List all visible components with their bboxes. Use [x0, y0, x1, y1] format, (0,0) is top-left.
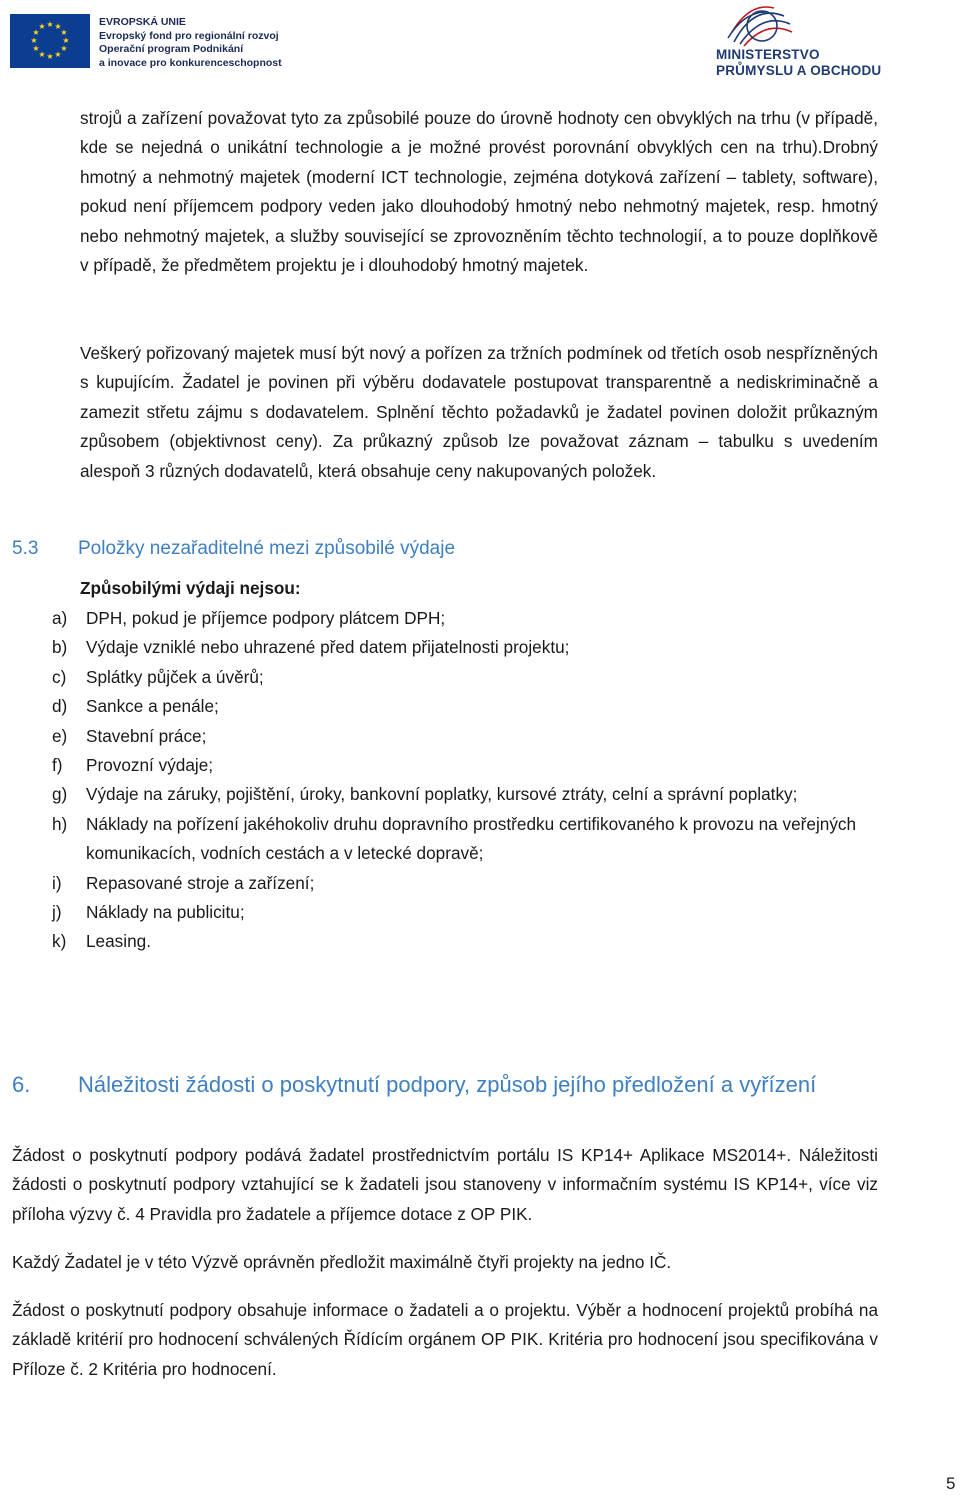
list-item-text: Sankce a penále;: [86, 696, 219, 717]
paragraph-application-submission: Žádost o poskytnutí podpory podává žadatel prostřednictvím portálu IS KP14+ Aplikace MS2014+. Náležitosti žádosti o poskytnutí podpory vztahující se k žadateli jsou stanoveny v informačním systému IS KP14+, více viz příloha výzvy č. 4 Pravidla pro žadatele a příjemce dotace z OP PIK.: [12, 1145, 878, 1224]
ineligible-subheading: Způsobilými výdaji nejsou:: [80, 578, 301, 598]
list-marker: a): [52, 608, 68, 628]
section-5-3-title: Položky nezařaditelné mezi způsobilé výdaje: [78, 538, 456, 559]
list-item: [52, 604, 882, 633]
eu-line-2: Evropský fond pro regionální rozvoj: [99, 29, 279, 42]
list-marker: f): [52, 755, 63, 776]
section-6-title: Náležitosti žádosti o poskytnutí podpory, způsob jejího předložení a vyřízení: [78, 1072, 817, 1097]
list-marker: k): [52, 931, 67, 952]
list-marker: h): [52, 813, 68, 834]
list-item: [52, 692, 882, 721]
paragraph-evaluation: Žádost o poskytnutí podpory obsahuje informace o žadateli a o projektu. Výběr a hodnocení projektů probíhá na základě kritérií pro hodnocení schválených Řídícím orgánem OP PIK. Kritéria pro hodnocení jsou specifikována v Příloze č. 2 Kritéria pro hodnocení.: [12, 1300, 878, 1379]
list-item: [52, 898, 882, 927]
list-item: [52, 663, 882, 692]
section-5-3-number: 5.3: [12, 538, 39, 559]
svg-text:★: ★: [54, 22, 62, 31]
eu-line-3: Operační program Podnikání: [99, 43, 244, 55]
list-item-text: Repasované stroje a zařízení;: [86, 872, 315, 893]
svg-text:★: ★: [46, 20, 54, 29]
eu-line-4: a inovace pro konkurenceschopnost: [99, 56, 282, 69]
section-6-heading: [12, 1068, 872, 1101]
list-marker: i): [52, 872, 62, 893]
svg-text:★: ★: [30, 36, 38, 45]
list-item-text: Provozní výdaje;: [86, 755, 214, 776]
list-item: [52, 633, 882, 662]
list-item-text: Náklady na pořízení jakéhokoliv druhu dopravního prostředku certifikovaného k provozu na veřejných komunikacích, vodních cestách a v letecké dopravě;: [86, 813, 857, 864]
svg-text:★: ★: [46, 52, 54, 61]
svg-text:★: ★: [60, 28, 68, 37]
list-item-text: Stavební práce;: [86, 725, 207, 746]
page-number: 5: [946, 1474, 956, 1493]
list-item: [52, 869, 882, 898]
list-marker: j): [52, 902, 62, 923]
list-item: [52, 780, 882, 809]
list-marker: e): [52, 725, 68, 746]
svg-text:★: ★: [38, 50, 46, 59]
section-5-3-heading: [12, 538, 455, 560]
paragraph-eligible-assets: strojů a zařízení považovat tyto za způsobilé pouze do úrovně hodnoty cen obvyklých na trhu (v případě, kde se nejedná o unikátní technologie a je možné provést porovnání obvyklých cen na trhu).Drobný hmotný a nehmotný majetek (moderní ICT technologie, zejména dotyková zařízení – tablety, software), pokud není příjemcem podpory veden jako dlouhodobý hmotný nebo nehmotný majetek, resp. hmotný nebo nehmotný majetek, a služby související se zprovozněním těchto technologií, a to pouze doplňkově v případě, že předmětem projektu je i dlouhodobý hmotný majetek.: [80, 108, 878, 276]
svg-text:★: ★: [62, 36, 70, 45]
list-item-text: Splátky půjček a úvěrů;: [86, 666, 264, 687]
svg-text:★: ★: [60, 44, 68, 53]
list-item-text: Výdaje na záruky, pojištění, úroky, bankovní poplatky, kursové ztráty, celní a správní poplatky;: [86, 784, 798, 805]
eu-stars-icon: [10, 14, 90, 68]
list-item-text: Výdaje vzniklé nebo uhrazené před datem přijatelnosti projektu;: [86, 637, 570, 658]
paragraph-max-projects: Každý Žadatel je v této Výzvě oprávněn předložit maximálně čtyři projekty na jedno IČ.: [12, 1252, 672, 1272]
svg-text:★: ★: [54, 50, 62, 59]
list-item-text: Leasing.: [86, 931, 151, 952]
list-item: [52, 927, 882, 956]
svg-text:★: ★: [38, 22, 46, 31]
list-item: [52, 810, 882, 869]
paragraph-procurement: Veškerý pořizovaný majetek musí být nový a pořízen za tržních podmínek od třetích osob nespřízněných s kupujícím. Žadatel je povinen při výběru dodavatele postupovat transparentně a nediskriminačně a zamezit střetu zájmu s dodavatelem. Splnění těchto požadavků je žadatel povinen doložit průkazným způsobem (objektivnost ceny). Za průkazný způsob lze považovat záznam – tabulku s uvedením alespoň 3 různých dodavatelů, která obsahuje ceny nakupovaných položek.: [80, 343, 878, 481]
svg-text:★: ★: [32, 28, 40, 37]
list-marker: b): [52, 637, 68, 658]
list-item: [52, 722, 882, 751]
ministry-line-2: PRŮMYSLU A OBCHODU: [716, 63, 882, 78]
svg-text:★: ★: [32, 44, 40, 53]
eu-line-1: EVROPSKÁ UNIE: [99, 16, 186, 28]
list-item-text: Náklady na publicitu;: [86, 902, 245, 923]
section-6-number: 6.: [12, 1072, 31, 1097]
ministry-line-1: MINISTERSTVO: [716, 47, 820, 62]
ministry-emblem-icon: [714, 2, 884, 48]
list-marker: d): [52, 696, 68, 717]
list-marker: c): [52, 666, 67, 687]
eu-flag-logo: [10, 14, 90, 68]
eu-logo-text: [99, 16, 289, 70]
ineligible-expenses-list: [52, 604, 882, 957]
ministry-logo-text: [716, 47, 886, 79]
list-item-text: DPH, pokud je příjemce podpory plátcem DPH;: [86, 608, 446, 628]
list-item: [52, 751, 882, 780]
list-marker: g): [52, 784, 68, 805]
